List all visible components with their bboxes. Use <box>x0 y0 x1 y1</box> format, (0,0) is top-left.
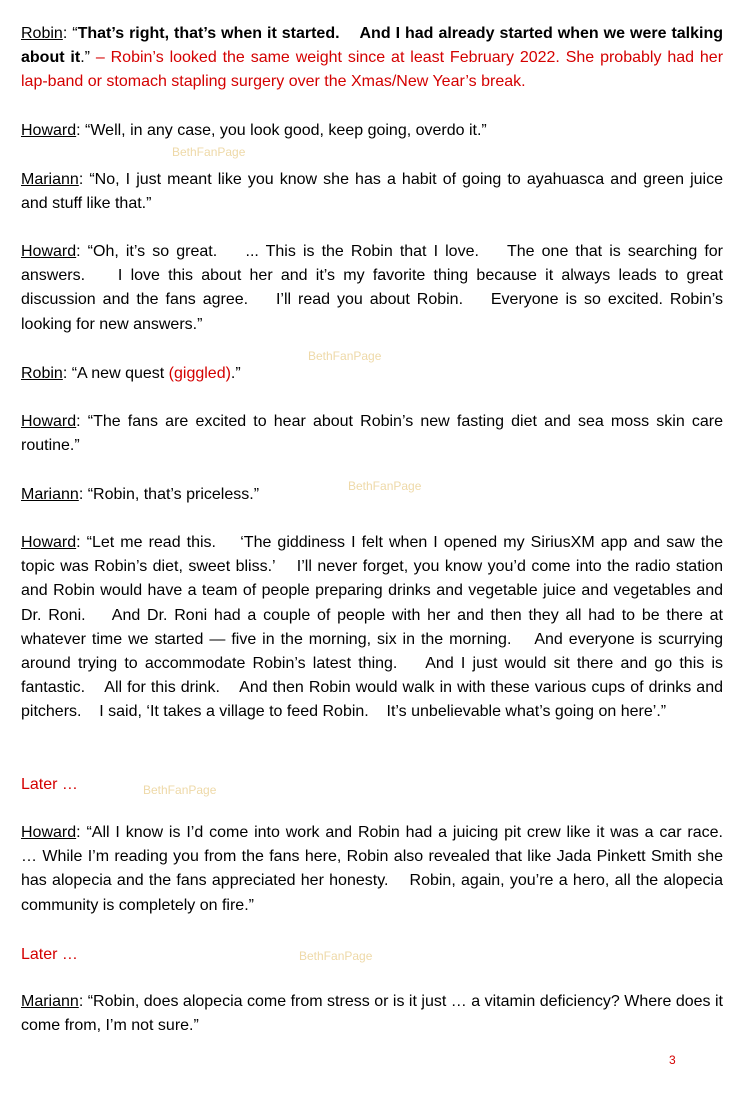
paragraph-howard-5: Howard: “All I know is I’d come into work and Robin had a juicing pit crew like it was a car race. … While I’m reading you from the fans here, Robin also revealed that like Jada Pinkett Smith she has alopecia and the fans appreciated her honesty. Robin, again, you’re a hero, all the alopecia community is completely on fire.” <box>21 824 741 914</box>
paragraph-mariann-3: Mariann: “Robin, does alopecia come from stress or is it just … a vitamin deficiency? Where does it come from, I’m not sure.” <box>21 993 728 1035</box>
speaker-name: Howard <box>21 243 77 260</box>
red-commentary: – Robin’s looked the same weight since at least February 2022. She probably had her lap-band or stomach stapling surgery over the Xmas/New Year’s break. <box>21 49 724 91</box>
speaker-name: Howard <box>21 534 77 551</box>
speaker-name: Howard <box>21 122 77 139</box>
page-number: 3 <box>669 1053 676 1067</box>
later-marker: Later … <box>21 946 78 963</box>
watermark: BethFanPage <box>299 949 373 963</box>
paragraph-mariann-2: Mariann: “Robin, that’s priceless.” <box>21 486 260 503</box>
speaker-name: Robin <box>21 365 63 382</box>
watermark: BethFanPage <box>143 783 217 797</box>
paragraph-howard-1: Howard: “Well, in any case, you look good, keep going, overdo it.” <box>21 122 487 139</box>
speaker-name: Mariann <box>21 993 79 1010</box>
speaker-name: Robin <box>21 25 63 42</box>
speaker-name: Howard <box>21 824 77 841</box>
watermark: BethFanPage <box>348 479 422 493</box>
paragraph-howard-4: Howard: “Let me read this. ‘The giddiness I felt when I opened my SiriusXM app and saw the topic was Robin’s diet, sweet bliss.’ I’ll never forget, you know you’d come into the radio station and Robin would have a team of people preparing drinks and vegetable juice and vegetables and Dr. Roni. And Dr. Roni had a couple of people with her and then they all had to be there at whatever time we started — five in the morning, six in the morning. And everyone is scurrying around trying to accommodate Robin’s latest thing. And I just would sit there and go this is fantastic. All for this drink. And then Robin would walk in with these various cups of drinks and pitchers. I said, ‘It takes a village to feed Robin. It’s unbelievable what’s going on here’.” <box>21 534 728 721</box>
paragraph-howard-2: Howard: “Oh, it’s so great. ... This is the Robin that I love. The one that is searching for answers. I love this about her and it’s my favorite thing because it always leads to great discussion and the fans agree. I’ll read you about Robin. Everyone is so excited. Robin’s looking for new answers.” <box>21 243 728 333</box>
watermark: BethFanPage <box>172 145 246 159</box>
speaker-name: Mariann <box>21 171 79 188</box>
paragraph-robin-1: Robin: “That’s right, that’s when it started. And I had already started when we were talking about it.” – Robin’s looked the same weight since at least February 2022. She probably had her lap-band or stomach stapling surgery over the Xmas/New Year’s break. <box>21 25 724 91</box>
speaker-name: Mariann <box>21 486 79 503</box>
paragraph-robin-2: Robin: “A new quest (giggled).” <box>21 365 241 382</box>
paragraph-howard-3: Howard: “The fans are excited to hear about Robin’s new fasting diet and sea moss skin care routine.” <box>21 413 728 455</box>
paragraph-mariann-1: Mariann: “No, I just meant like you know she has a habit of going to ayahuasca and green juice and stuff like that.” <box>21 171 728 213</box>
later-marker: Later … <box>21 776 78 793</box>
watermark: BethFanPage <box>308 349 382 363</box>
speaker-name: Howard <box>21 413 77 430</box>
